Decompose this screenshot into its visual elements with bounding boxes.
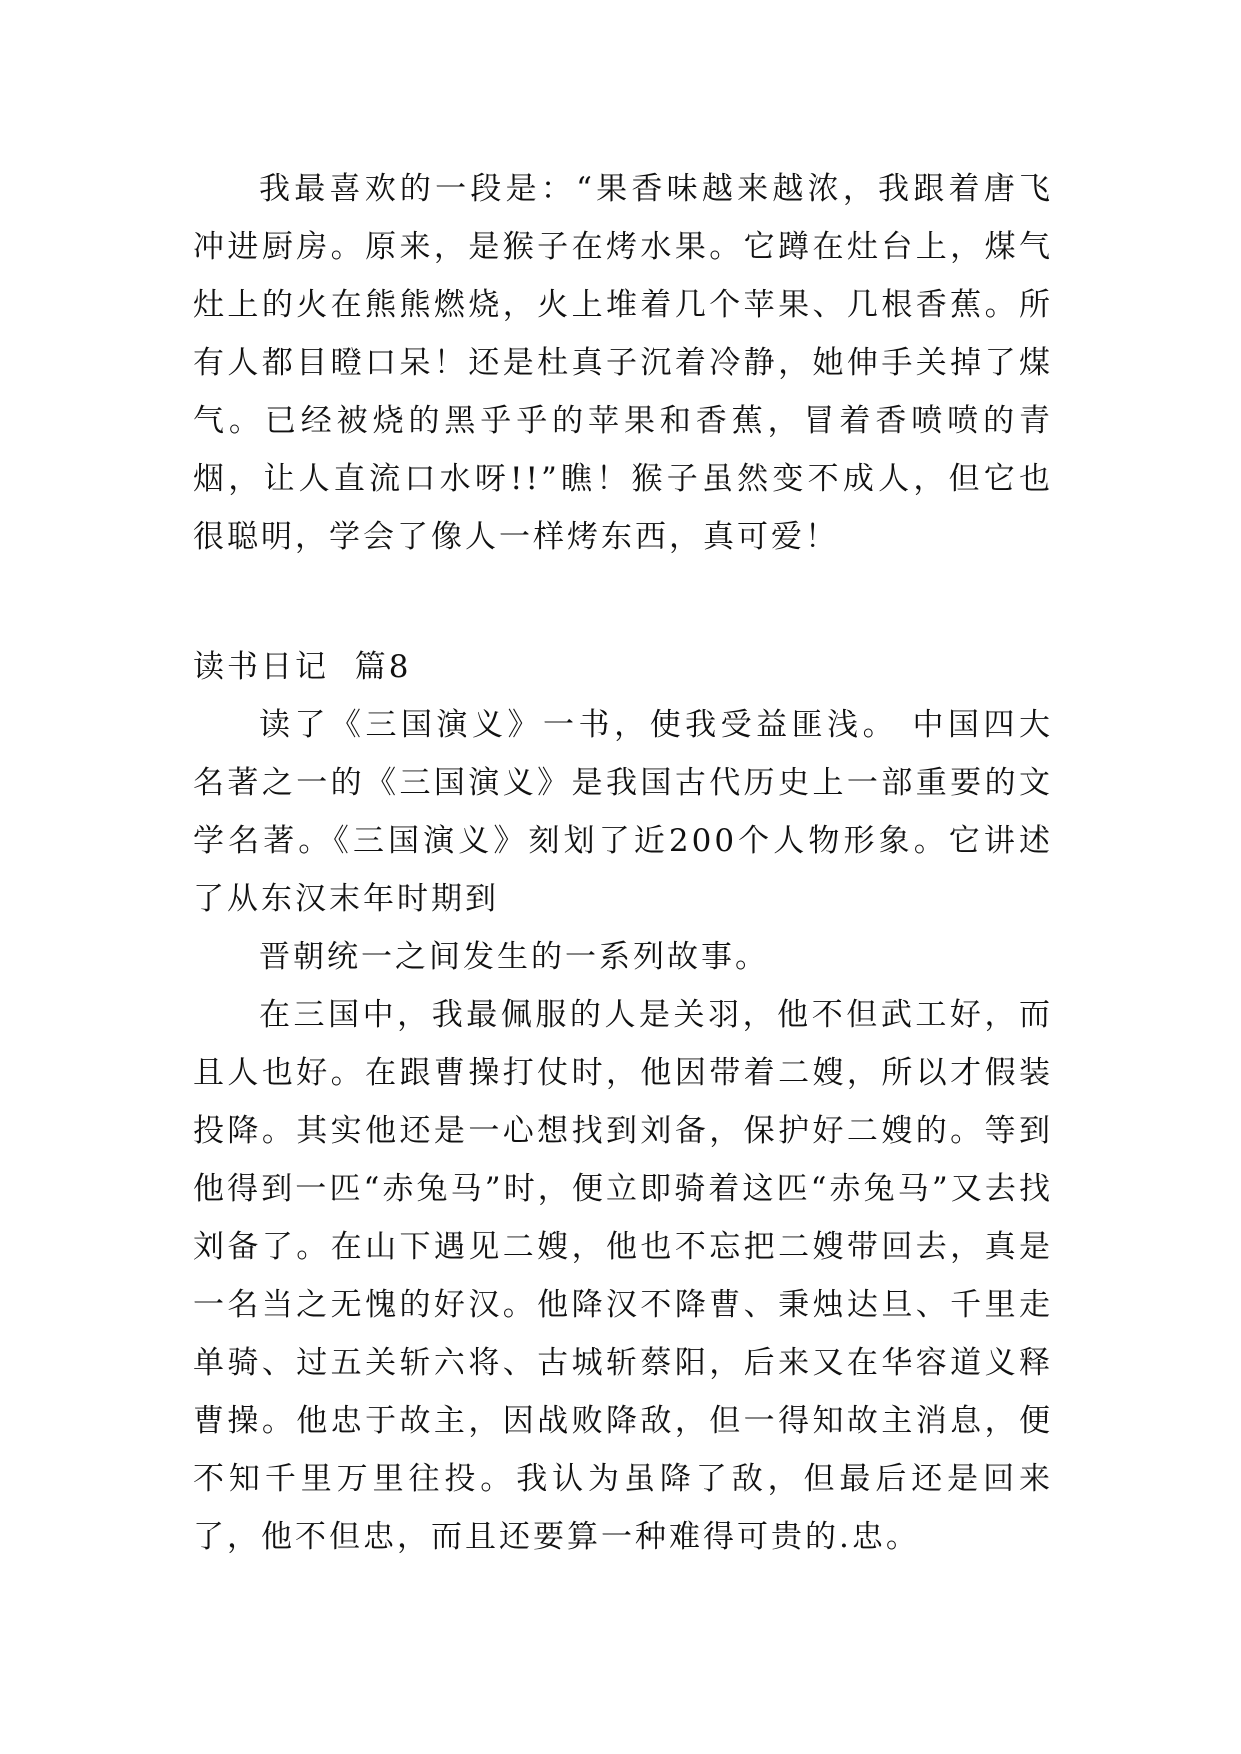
section-spacer [193,566,1053,638]
paragraph-2: 晋朝统一之间发生的一系列故事。 [259,939,769,975]
paragraph-1: 读了《三国演义》一书，使我受益匪浅。 中国四大名著之一的《三国演义》是我国古代历史上一部重要的文学名著。《三国演义》刻划了近200个人物形象。它讲述了从东汉末年时期到 [193,707,1053,917]
section-title: 读书日记 篇8 [193,649,412,685]
document-page [193,160,1053,1566]
intro-paragraph: 我最喜欢的一段是：“果香味越来越浓，我跟着唐飞冲进厨房。原来，是猴子在烤水果。它蹲在灶台上，煤气灶上的火在熊熊燃烧，火上堆着几个苹果、几根香蕉。所有人都目瞪口呆！还是杜真子沉着冷静，她伸手关掉了煤气。已经被烧的黑乎乎的苹果和香蕉，冒着香喷喷的青烟，让人直流口水呀!!”瞧！猴子虽然变不成人，但它也很聪明，学会了像人一样烤东西，真可爱！ [193,171,1053,555]
paragraph-3: 在三国中，我最佩服的人是关羽，他不但武工好，而且人也好。在跟曹操打仗时，他因带着二嫂，所以才假装投降。其实他还是一心想找到刘备，保护好二嫂的。等到他得到一匹“赤兔马”时，便立即骑着这匹“赤兔马”又去找刘备了。在山下遇见二嫂，他也不忘把二嫂带回去，真是一名当之无愧的好汉。他降汉不降曹、秉烛达旦、千里走单骑、过五关斩六将、古城斩蔡阳，后来又在华容道义释曹操。他忠于故主，因战败降敌，但一得知故主消息，便不知千里万里往投。我认为虽降了敌，但最后还是回来了，他不但忠，而且还要算一种难得可贵的.忠。 [193,997,1053,1555]
